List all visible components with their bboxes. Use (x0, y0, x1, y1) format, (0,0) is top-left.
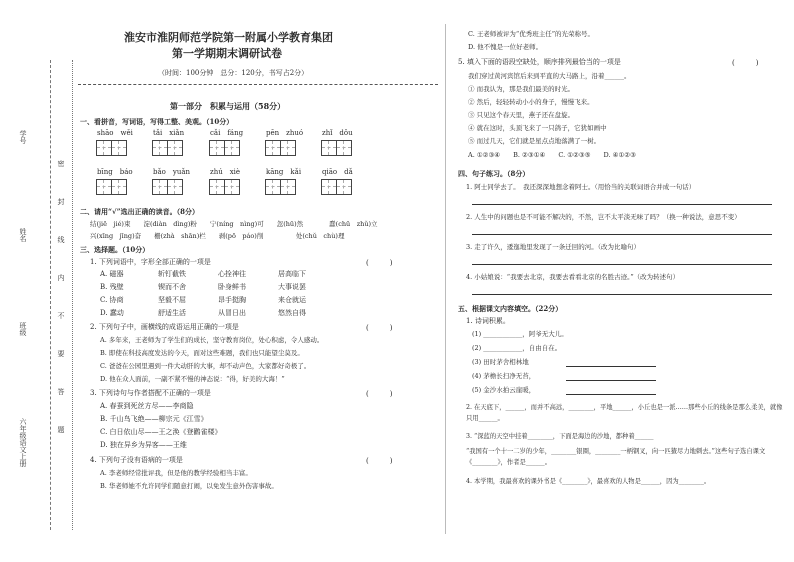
fill-1-blank-4[interactable] (566, 380, 656, 381)
writing-grid-2-3[interactable] (209, 179, 239, 195)
writing-grid-1-4[interactable] (265, 140, 295, 156)
school-label: 六年级语文上册 (19, 418, 27, 467)
q3-2-opt-c: C. 爸爸在公园里遇到一件大动肝的大事，却不动声色，大家都好奇极了。 (100, 362, 311, 370)
writing-grid-1-3[interactable] (209, 140, 239, 156)
q3-2-opt-a: A. 多年来，王老师为了学生们的成长，坚守教育岗位，处心积虑，令人感动。 (100, 336, 324, 344)
q3-1-opt-a3: 心拴神往 (218, 270, 246, 278)
writing-grid-1-1[interactable] (96, 140, 126, 156)
q4-item-1: 1. 阿士同学去了。 我还深深地想念着阿士。（用恰当的关联词语合并成一句话） (466, 183, 696, 191)
q3-3-stem: 3. 下列诗句与作者搭配不正确的一项是 (90, 389, 211, 397)
pinyin-1-1: shāo wěi (97, 129, 133, 137)
pinyin-1-3: cǎi fáng (210, 129, 244, 137)
q3-5-item-5: ⑤ 而过几天，它们就是星点点地落满了一树。 (468, 137, 601, 145)
q3-5-item-4: ④ 就在这时，头顶飞来了一只鸽子，它犹如画中 (468, 124, 607, 132)
q3-1-opt-c1: C. 协商 (100, 296, 124, 304)
q4-answer-line-1[interactable] (472, 204, 772, 205)
q3-1-opt-c4: 来仓就运 (278, 296, 306, 304)
seal-char-3: 线 (57, 236, 65, 243)
q4-item-2: 2. 人生中的问题也是不可能不解决的，不然，岂不太平淡无味了吗？（换一种说法，意思不变） (466, 213, 741, 221)
name-label: 姓名 (19, 228, 27, 242)
fill-1-blank-5[interactable] (566, 394, 656, 395)
q2-title: 二、请用“√”选出正确的读音。（8分） (80, 207, 200, 216)
seal-char-7: 答 (57, 388, 65, 395)
fill-3: 3. “深蓝的天空中挂着________，下面是海边的沙地，都种着______ (466, 433, 654, 440)
q3-2-opt-b: B. 即使在科技高度发达的今天，面对这些难题，我们也只能望尘莫及。 (100, 349, 304, 357)
q4-item-4: 4. 小姑娘说：“我要去北京，我要去看看北京的名胜古迹。”（改为转述句） (466, 273, 680, 281)
q3-4-stem: 4. 下列句子没有语病的一项是 (90, 456, 183, 464)
q2-line-1: 结(jiē jié)束 淀(diàn dìng)粉 宁(níng nìng)可 忽(hū)然 蠢(chū zhǔ)立 (90, 220, 378, 228)
part1-heading: 第一部分 积累与运用（58分） (170, 101, 286, 111)
q3-4-opt-b: B. 华老师她不允许同学们随意打闹，以免发生意外伤害事故。 (100, 482, 278, 490)
q3-1-opt-b1: B. 残壁 (100, 283, 124, 291)
q3-3-opt-b: B. 千山鸟飞绝——柳宗元《江雪》 (100, 415, 208, 423)
fill-3b: “我国有一个十一二岁的少年，________银圈，________一柄钢叉，向一匹猹尽力地刺去。”这些句子选自课文《________》，作者是______。 (466, 448, 766, 466)
writing-grid-2-5[interactable] (321, 179, 351, 195)
q3-1-opt-d1: D. 蠢动 (100, 309, 124, 317)
pinyin-2-4: kāng kǎi (266, 168, 302, 176)
q3-1-opt-c2: 坚毅不屈 (158, 296, 186, 304)
seal-char-1: 密 (57, 160, 65, 167)
pinyin-2-2: bǎo yuǎn (153, 168, 191, 176)
seal-char-8: 题 (57, 426, 65, 433)
pinyin-1-2: tǎi xiǎn (153, 129, 185, 137)
q3-5-stem: 5. 填入下面的语段空缺处，顺序排列最恰当的一项是 (458, 58, 621, 66)
answer-paren-3-5[interactable]: ( ) (732, 59, 759, 67)
header-divider (78, 84, 438, 85)
fill-1-blank-3[interactable] (566, 366, 656, 367)
q3-1-opt-d4: 悠然自得 (278, 309, 306, 317)
seal-line (50, 60, 51, 530)
q4-answer-line-2[interactable] (472, 234, 772, 235)
seal-char-4: 内 (57, 274, 65, 281)
q3-5-item-1: ① 而我认为，那是我们最美的时光。 (468, 85, 575, 93)
q3-4-opt-d: D. 他不愧是一位好老师。 (468, 43, 543, 51)
q3-title: 三、选择题。（10分） (80, 245, 150, 254)
pinyin-2-3: zhú xiè (210, 168, 241, 176)
margin-line (72, 60, 73, 530)
q3-5-choices: A. ①②③④ B. ②③①④ C. ①②③⑤ D. ④①②③ (468, 151, 636, 159)
pinyin-1-5: zhǐ dǒu (322, 129, 353, 137)
q4-answer-line-3[interactable] (472, 264, 772, 265)
answer-paren-3-3[interactable]: ( ) (366, 390, 393, 398)
pinyin-1-4: pēn zhuó (266, 129, 304, 137)
writing-grid-1-5[interactable] (321, 140, 351, 156)
seal-char-2: 封 (57, 198, 65, 205)
q1-title: 一、看拼音，写词语，写得工整、美观。（10分） (80, 117, 234, 126)
q3-3-opt-d: D. 独在异乡为异客——王维 (100, 441, 187, 449)
writing-grid-2-4[interactable] (265, 179, 295, 195)
fill-1-item-1: (1) ____________，阿爷无大儿。 (472, 330, 568, 338)
q3-1-opt-b3: 卧身鲜书 (218, 283, 246, 291)
pinyin-2-5: qiāo dǎ (322, 168, 353, 176)
writing-grid-2-2[interactable] (152, 179, 182, 195)
exam-info: （时间：100分钟 总分：120分，书写占2分） (158, 69, 309, 77)
q3-1-opt-d3: 从冒日出 (218, 309, 246, 317)
q4-title: 四、句子练习。（8分） (458, 169, 530, 178)
q3-2-opt-d: D. 他在众人面前，一副不紧不慢的神态说：“得，好美的大海！” (100, 375, 285, 383)
q3-4-opt-a: A. 李老师经常批评我，但是他的教学经验相当丰富。 (100, 469, 252, 477)
q2-line-2: 兴(xīng jīng)奋 栅(zhà shān)栏 剥(pō páo)削 处(chǔ chù)理 (90, 232, 345, 240)
class-label: 班级 (19, 322, 27, 336)
q3-5-item-2: ② 然后，轻轻转动小小的身子，慢慢飞来。 (468, 98, 594, 106)
writing-grid-1-2[interactable] (152, 140, 182, 156)
column-divider (445, 24, 446, 534)
seal-char-5: 不 (57, 312, 65, 319)
exam-title-2: 第一学期期末调研试卷 (172, 47, 282, 60)
q3-4-opt-c: C. 王老师被评为“优秀班主任”的光荣称号。 (468, 30, 595, 38)
q3-1-opt-a4: 居高临下 (278, 270, 306, 278)
answer-paren-3-2[interactable]: ( ) (366, 324, 393, 332)
q4-item-3: 3. 走了许久，逶迤地里发现了一条迁回的河。（改为比喻句） (466, 243, 641, 251)
q3-1-opt-c3: 昂手挺胸 (218, 296, 246, 304)
q3-3-opt-a: A. 春蚕到死丝方尽——李商隐 (100, 402, 194, 410)
q3-5-item-3: ③ 只见这个春天里，燕子还在盘旋。 (468, 111, 575, 119)
q3-1-opt-a2: 斩钉截铁 (158, 270, 186, 278)
q5-title: 五、根据课文内容填空。（22分） (458, 304, 563, 313)
student-number-label: 学号 (19, 130, 27, 144)
q3-3-opt-c: C. 白日依山尽——王之涣《登鹳雀楼》 (100, 428, 222, 436)
q3-5-lead: 我们穿过黄河宾馆后来到平直的大马路上，沿着______。 (468, 72, 631, 80)
q3-1-opt-b2: 锲而不舍 (158, 283, 186, 291)
q4-answer-line-4[interactable] (472, 294, 772, 295)
fill-1-item-5: (5) 金沙水拍云崖暖， (472, 386, 536, 394)
seal-char-6: 要 (57, 350, 65, 357)
q3-1-opt-b4: 大事说罢 (278, 283, 306, 291)
q3-2-stem: 2. 下列句子中，画横线的成语运用正确的一项是 (90, 323, 239, 331)
exam-title-1: 淮安市淮阴师范学院第一附属小学教育集团 (124, 31, 333, 44)
pinyin-2-1: bīng báo (97, 168, 133, 176)
q3-1-opt-a1: A. 磁器 (100, 270, 124, 278)
fill-4: 4. 本学期，我最喜欢的课外书是《________》，最喜欢的人物是______，因为________。 (466, 478, 711, 485)
writing-grid-2-1[interactable] (96, 179, 126, 195)
fill-1-item-3: (3) 田时茅舍相林地 (472, 358, 529, 366)
answer-paren-3-4[interactable]: ( ) (366, 457, 393, 465)
fill-1-item-2: (2) ____________，自由自在。 (472, 344, 562, 352)
fill-1-title: 1. 诗词积累。 (466, 317, 510, 325)
q3-1-opt-d2: 舒适生活 (158, 309, 186, 317)
fill-2: 2. 在天底下，______，而并不高远，________，平地______，小丘也是一派……那些小丘的线条是那么柔美，就像只用______。 (466, 404, 783, 422)
fill-1-item-4: (4) 茅檐长扫净无苔， (472, 372, 536, 380)
answer-paren-3-1[interactable]: ( ) (366, 259, 393, 267)
q3-1-stem: 1. 下列词语中，字形全部正确的一项是 (90, 258, 211, 266)
